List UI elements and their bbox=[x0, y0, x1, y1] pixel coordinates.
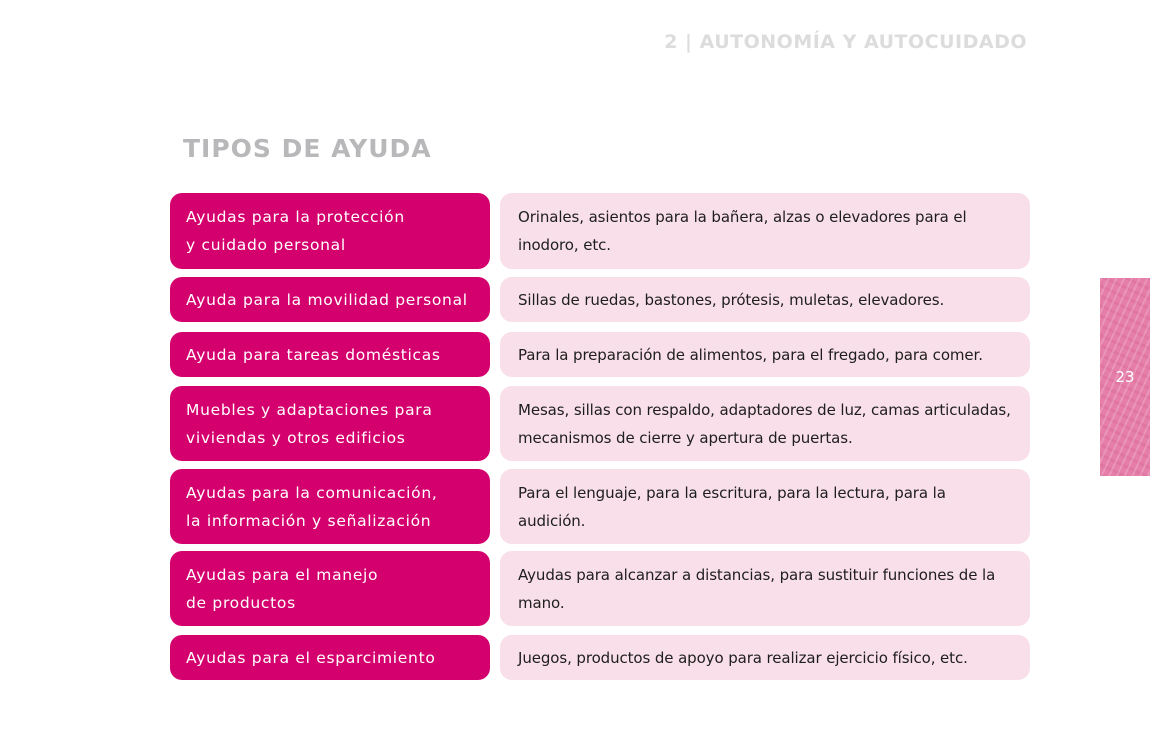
category-label: Ayudas para el manejo de productos bbox=[186, 565, 379, 612]
description-cell bbox=[500, 277, 1030, 322]
category-cell bbox=[170, 469, 490, 544]
chapter-header: 2 | AUTONOMÍA Y AUTOCUIDADO bbox=[664, 31, 1027, 53]
description-cell bbox=[500, 332, 1030, 377]
table-row bbox=[170, 635, 1030, 680]
table-row bbox=[170, 332, 1030, 377]
description-text: Ayudas para alcanzar a distancias, para sustituir funciones de la mano. bbox=[518, 565, 996, 612]
description-text: Mesas, sillas con respaldo, adaptadores de luz, camas articuladas, mecanismos de cierre y apertura de puertas. bbox=[518, 400, 1011, 447]
table-row bbox=[170, 469, 1030, 544]
description-cell bbox=[500, 386, 1030, 461]
category-cell bbox=[170, 193, 490, 269]
category-cell bbox=[170, 551, 490, 626]
category-label: Ayudas para la protección y cuidado personal bbox=[186, 208, 405, 254]
description-text: Para el lenguaje, para la escritura, para la lectura, para la audición. bbox=[518, 483, 946, 530]
description-text: Juegos, productos de apoyo para realizar ejercicio físico, etc. bbox=[518, 648, 968, 667]
table-row bbox=[170, 277, 1030, 322]
page-number: 23 bbox=[1115, 368, 1135, 386]
description-text: Para la preparación de alimentos, para el fregado, para comer. bbox=[518, 345, 983, 364]
table-row bbox=[170, 551, 1030, 626]
category-label: Muebles y adaptaciones para viviendas y otros edificios bbox=[186, 400, 433, 447]
description-cell bbox=[500, 469, 1030, 544]
description-cell bbox=[500, 635, 1030, 680]
description-text: Orinales, asientos para la bañera, alzas o elevadores para el inodoro, etc. bbox=[518, 208, 967, 254]
category-cell bbox=[170, 386, 490, 461]
category-label: Ayudas para la comunicación, la información y señalización bbox=[186, 483, 438, 530]
category-label: Ayudas para el esparcimiento bbox=[186, 648, 436, 667]
section-title: TIPOS DE AYUDA bbox=[183, 134, 432, 163]
description-text: Sillas de ruedas, bastones, prótesis, muletas, elevadores. bbox=[518, 290, 945, 309]
category-label: Ayuda para tareas domésticas bbox=[186, 345, 441, 364]
description-cell bbox=[500, 551, 1030, 626]
description-cell bbox=[500, 193, 1030, 269]
page-number-tab bbox=[1100, 278, 1150, 476]
category-cell bbox=[170, 635, 490, 680]
table-row bbox=[170, 193, 1030, 269]
category-label: Ayuda para la movilidad personal bbox=[186, 290, 468, 309]
category-cell bbox=[170, 277, 490, 322]
category-cell bbox=[170, 332, 490, 377]
table-row bbox=[170, 386, 1030, 461]
